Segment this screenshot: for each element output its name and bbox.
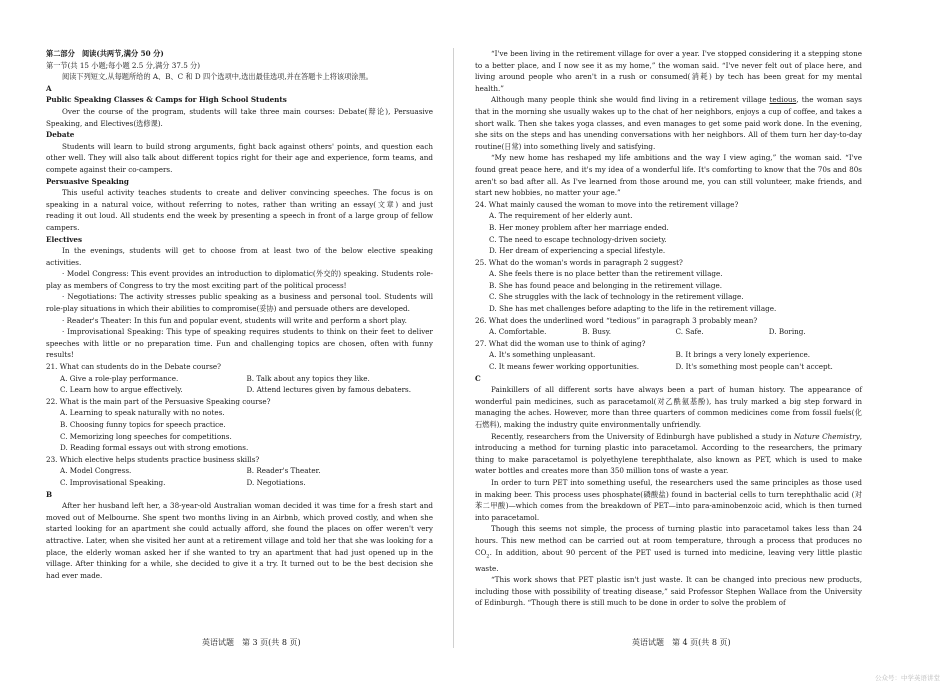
para-c2-end: , introducing a method for turning plastic into paracetamol. According to the researchers, the primary thing to make paracetamol is polyethylene terephthalate, also known as PET, which is used to make water bottles and creates more than 350 million tons of waste a year. [475, 431, 862, 476]
passage-b-para-2: “I've been living in the retirement village for over a year. I've stopped considering it a stepping stone to a better place, and I now see it as my home,” the woman said. “I've never felt out of place here, and living around people who aren't in a rush or consumed(消耗) by tech has been great for my mental health.” [475, 49, 862, 93]
passage-c-para-2 [475, 431, 862, 477]
option-25-a: A. She feels there is no place better than the retirement village. [489, 269, 723, 279]
persuasive-heading: Persuasive Speaking [46, 176, 129, 186]
passage-c-para-5: “This work shows that PET plastic isn't just waste. It can be changed into precious new products, including those with possibility of treating disease,” said Professor Stephen Wallace from the University of Edinburgh. “Though there is still much to be done in order to solve the problem of [475, 575, 862, 608]
para-c2-start: Recently, researchers from the University of Edinburgh have published a study in [491, 431, 794, 441]
passage-b-para-1: After her husband left her, a 38-year-old Australian woman decided it was time for a fresh start and moved out of Melbourne. She spent two months living in an Airbnb, which proved costly, and when she started looking for an apartment she could actually afford, she found the places on offer weren't very attractive. Later, when she visited her aunt at a retirement village and told her that she was looking for a place, the elderly woman asked her if she wanted to try an apartment that had just opened up in the village. After thinking for a while, she decided to give it a try. It turned out to be the best decision she had ever made. [46, 501, 433, 580]
question-24: 24. What mainly caused the woman to move into the retirement village? [475, 199, 739, 209]
option-24-c: C. The need to escape technology-driven society. [489, 234, 667, 244]
option-27-d: D. It's something most people can't accept. [675, 362, 833, 372]
passage-b-para-3 [475, 94, 862, 152]
question-26: 26. What does the underlined word “tedious” in paragraph 3 probably mean? [475, 315, 758, 325]
passage-a-title: Public Speaking Classes & Camps for High School Students [46, 95, 287, 105]
persuasive-text: This useful activity teaches students to create and deliver convincing speeches. The focus is on speaking in a natural voice, without referring to notes, rather than writing an essay(文章) and just reading it out loud. All students end the week by presenting a speech in front of a large group of fellow campers. [46, 188, 433, 232]
question-21: 21. What can students do in the Debate course? [46, 362, 221, 372]
instruction-text: 阅读下列短文,从每题所给的 A、B、C 和 D 四个选项中,选出最佳选项,并在答题卡上将该项涂黑。 [62, 72, 373, 82]
right-column [475, 48, 862, 609]
option-23-a: A. Model Congress. [60, 466, 132, 476]
option-24-a: A. The requirement of her elderly aunt. [489, 211, 633, 221]
passage-c-para-1: Painkillers of all different sorts have always been a part of human history. The appearance of wonderful pain medicines, such as paracetamol(对乙酰氨基酚), has truly marked a big step forward in managing the aches. However, more than three quarters of common medicines come from fossil fuels(化石燃料), making the industry quite environmentally unfriendly. [475, 385, 862, 429]
option-22-d: D. Reading formal essays out with strong emotions. [60, 443, 249, 453]
column-divider [453, 48, 454, 648]
para-3-start: Although many people think she would find living in a retirement village [491, 95, 770, 105]
option-22-c: C. Memorizing long speeches for competitions. [60, 431, 232, 441]
elective-item: · Reader's Theater: In this fun and popular event, students will write and perform a short play. [62, 315, 407, 325]
question-25: 25. What do the woman's words in paragraph 2 suggest? [475, 257, 683, 267]
electives-text: In the evenings, students will get to choose from at least two of the below elective speaking activities. [46, 246, 433, 267]
option-21-d: D. Attend lectures given by famous debaters. [246, 385, 411, 395]
option-21-c: C. Learn how to argue effectively. [60, 385, 183, 395]
options-row [475, 349, 862, 361]
watermark-text: 公众号：中学英语讲堂 [875, 674, 940, 682]
option-23-b: B. Reader's Theater. [246, 466, 321, 476]
option-25-b: B. She has found peace and belonging in the retirement village. [489, 280, 723, 290]
passage-c-para-3: In order to turn PET into something useful, the researchers used the same principles as those used in making beer. This process uses phosphate(磷酸盐) found in bacterial cells to turn terephthalic acid (对苯二甲酸)—which comes from the breakdown of PET—into para-aminobenzoic acid, which is then turned into paracetamol. [475, 477, 862, 522]
page-footer-right: 英语试题 第 4 页(共 8 页) [632, 638, 731, 647]
electives-heading: Electives [46, 234, 83, 244]
option-24-d: D. Her dream of experiencing a special lifestyle. [489, 246, 666, 256]
page-footer-left: 英语试题 第 3 页(共 8 页) [202, 638, 301, 647]
passage-b-letter: B [46, 489, 53, 499]
question-27: 27. What did the woman use to think of aging? [475, 338, 646, 348]
passage-c-letter: C [475, 373, 481, 383]
debate-text: Students will learn to build strong arguments, fight back against others' points, and question each other well. They will also talk about different topics right for their age and experience, form teams, and compete against their co-campers. [46, 141, 433, 174]
elective-item: · Improvisational Speaking: This type of speaking requires students to think on their feet to deliver speeches with little or no preparation time. Fun and challenging topics are chosen, often with funny results! [46, 327, 433, 360]
options-row [46, 465, 433, 477]
passage-b-para-4: “My new home has reshaped my life ambitions and the way I view aging,” the woman said. “I've found great peace here, and it's my idea of a wonderful life. It's comforting to know that the 70s and 80s aren't so bad after all. As I've learned from those around me, you can still volunteer, make friends, and start new hobbies, no matter your age.” [475, 153, 862, 198]
option-27-c: C. It means fewer working opportunities. [489, 362, 640, 372]
elective-item: · Negotiations: The activity stresses public speaking as a business and personal tool. Students will role-play situations in which their abilities to compromise(妥协) and persuade others are developed. [46, 292, 433, 314]
option-22-a: A. Learning to speak naturally with no notes. [60, 408, 225, 418]
option-23-c: C. Improvisational Speaking. [60, 477, 166, 487]
option-26-d: D. Boring. [768, 327, 806, 337]
option-25-d: D. She has met challenges before adapting to the life in the retirement village. [489, 304, 777, 314]
option-21-b: B. Talk about any topics they like. [246, 373, 370, 383]
para-c4-end: . In addition, about 90 percent of the PET used is turned into medicine, leaving very little plastic waste. [475, 547, 862, 573]
debate-heading: Debate [46, 130, 75, 140]
option-24-b: B. Her money problem after her marriage ended. [489, 222, 669, 232]
part-heading: 第二部分 阅读(共两节,满分 50 分) [46, 49, 164, 58]
option-23-d: D. Negotiations. [246, 477, 306, 487]
options-row [46, 384, 433, 396]
elective-item: · Model Congress: This event provides an introduction to diplomatic(外交的) speaking. Students role-play as members of Congress to try the most exciting part of the political process! [46, 269, 433, 290]
section-heading: 第一节(共 15 小题;每小题 2.5 分,满分 37.5 分) [46, 60, 201, 70]
option-26-a: A. Comfortable. [489, 327, 547, 337]
option-27-b: B. It brings a very lonely experience. [675, 350, 811, 360]
passage-a-letter: A [46, 83, 52, 93]
left-column [46, 48, 433, 581]
journal-name: Nature Chemistry [793, 431, 860, 441]
option-25-c: C. She struggles with the lack of technology in the retirement village. [489, 292, 744, 302]
underlined-word-tedious: tedious [769, 95, 797, 105]
option-26-b: B. Busy. [582, 327, 612, 337]
question-22: 22. What is the main part of the Persuasive Speaking course? [46, 396, 271, 406]
passage-c-para-4 [475, 523, 862, 574]
option-27-a: A. It's something unpleasant. [489, 350, 596, 360]
passage-a-intro: Over the course of the program, students will take three main courses: Debate(辩论), Persuasive Speaking, and Electives(选修课). [46, 106, 433, 128]
options-row [475, 361, 862, 373]
option-22-b: B. Choosing funny topics for speech practice. [60, 420, 226, 429]
question-23: 23. Which elective helps students practice business skills? [46, 454, 260, 464]
co2-subscript: 2 [486, 552, 490, 559]
para-c4-start: Though this seems not simple, the process of turning plastic into paracetamol takes less than 24 hours. This new method can be carried out at room temperature, through a process that produces no CO [475, 524, 862, 557]
para-3-end: , the woman says that in the morning she usually wakes up to the chat of her neighbors, enjoys a cup of coffee, and takes a short walk. Then she takes yoga classes, and even manages to get some paid work done. In the evening, she sits on the steps and has unending conversations with her neighbors. All of them turn her day-to-day routine(日常) into something lively and satisfying. [475, 95, 862, 151]
option-21-a: A. Give a role-play performance. [60, 373, 179, 383]
options-row [475, 326, 862, 338]
options-row [46, 373, 433, 385]
options-row [46, 477, 433, 489]
option-26-c: C. Safe. [675, 327, 704, 337]
